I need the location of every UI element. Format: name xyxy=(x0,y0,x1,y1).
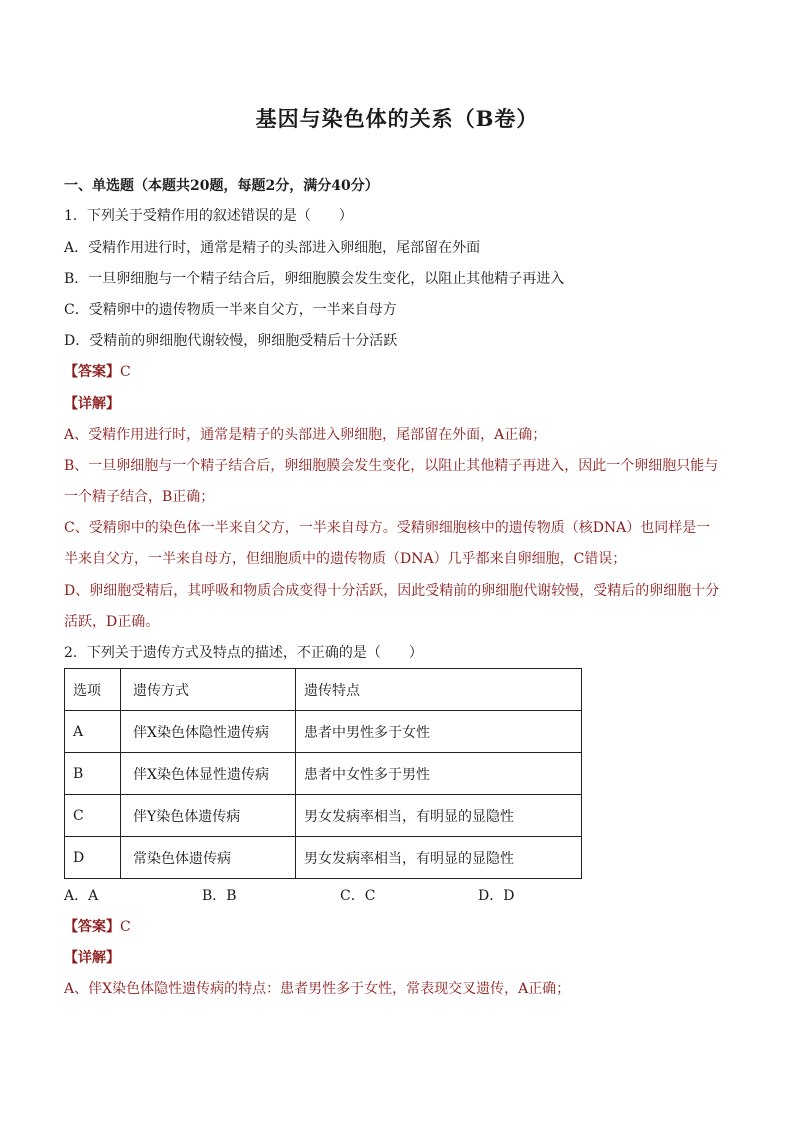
table-cell: A xyxy=(65,711,121,753)
question-2-stem: 2．下列关于遗传方式及特点的描述，不正确的是（ ） xyxy=(64,645,423,661)
question-1-detail-label: 【详解】 xyxy=(64,396,120,412)
question-2-option-a: A．A xyxy=(64,888,99,904)
table-header-row xyxy=(65,669,582,711)
table-cell: 伴Y染色体遗传病 xyxy=(121,795,296,837)
table-row xyxy=(65,711,582,753)
table-cell: B xyxy=(65,753,121,795)
table-cell: 男女发病率相当，有明显的显隐性 xyxy=(296,795,582,837)
question-2-option-d: D．D xyxy=(478,888,515,904)
question-1-detail-line: B、一旦卵细胞与一个精子结合后，卵细胞膜会发生变化，以阻止其他精子再进入，因此一个卵细胞只能与 xyxy=(64,458,719,474)
answer-label: 【答案】 xyxy=(64,919,120,935)
question-1-answer xyxy=(64,362,131,382)
table-cell: 男女发病率相当，有明显的显隐性 xyxy=(296,837,582,879)
table-header-cell: 选项 xyxy=(65,669,121,711)
question-1-detail-line: 活跃，D正确。 xyxy=(64,614,160,630)
answer-value: C xyxy=(120,364,131,380)
question-1-detail-line: C、受精卵中的染色体一半来自父方，一半来自母方。受精卵细胞核中的遗传物质（核DNA）也同样是一 xyxy=(64,520,711,536)
question-2-option-b: B．B xyxy=(202,888,237,904)
section-heading: 一、单选题（本题共20题，每题2分，满分40分） xyxy=(64,178,379,194)
table-row xyxy=(65,795,582,837)
question-1-detail-line: D、卵细胞受精后，其呼吸和物质合成变得十分活跃，因此受精前的卵细胞代谢较慢，受精后的卵细胞十分 xyxy=(64,583,720,599)
question-1-detail-line: 一个精子结合，B正确； xyxy=(64,489,215,505)
table-cell: 伴X染色体隐性遗传病 xyxy=(121,711,296,753)
table-header-cell: 遗传特点 xyxy=(296,669,582,711)
table-header-cell: 遗传方式 xyxy=(121,669,296,711)
question-2-option-c: C．C xyxy=(340,888,376,904)
question-1-option-b: B．一旦卵细胞与一个精子结合后，卵细胞膜会发生变化，以阻止其他精子再进入 xyxy=(64,271,565,287)
question-1-detail-line: 半来自父方，一半来自母方，但细胞质中的遗传物质（DNA）几乎都来自卵细胞，C错误； xyxy=(64,551,627,567)
table-row xyxy=(65,753,582,795)
table-cell: 伴X染色体显性遗传病 xyxy=(121,753,296,795)
question-2-options xyxy=(64,886,616,906)
question-2-answer xyxy=(64,917,131,937)
question-1-stem: 1．下列关于受精作用的叙述错误的是（ ） xyxy=(64,208,353,224)
answer-label: 【答案】 xyxy=(64,364,120,380)
table-cell: 常染色体遗传病 xyxy=(121,837,296,879)
question-1-option-c: C．受精卵中的遗传物质一半来自父方，一半来自母方 xyxy=(64,302,397,318)
question-2-table xyxy=(64,668,582,879)
question-1-detail-line: A、受精作用进行时，通常是精子的头部进入卵细胞，尾部留在外面，A正确； xyxy=(64,427,547,443)
question-1-option-a: A．受精作用进行时，通常是精子的头部进入卵细胞，尾部留在外面 xyxy=(64,240,481,256)
table-row xyxy=(65,837,582,879)
table-cell: C xyxy=(65,795,121,837)
answer-value: C xyxy=(120,919,131,935)
question-2-detail-line: A、伴X染色体隐性遗传病的特点：患者男性多于女性，常表现交叉遗传，A正确； xyxy=(64,981,571,997)
table-cell: D xyxy=(65,837,121,879)
question-2-detail-label: 【详解】 xyxy=(64,950,120,966)
table-cell: 患者中女性多于男性 xyxy=(296,753,582,795)
table-cell: 患者中男性多于女性 xyxy=(296,711,582,753)
question-1-option-d: D．受精前的卵细胞代谢较慢，卵细胞受精后十分活跃 xyxy=(64,333,398,349)
page-title: 基因与染色体的关系（B卷） xyxy=(255,106,539,131)
